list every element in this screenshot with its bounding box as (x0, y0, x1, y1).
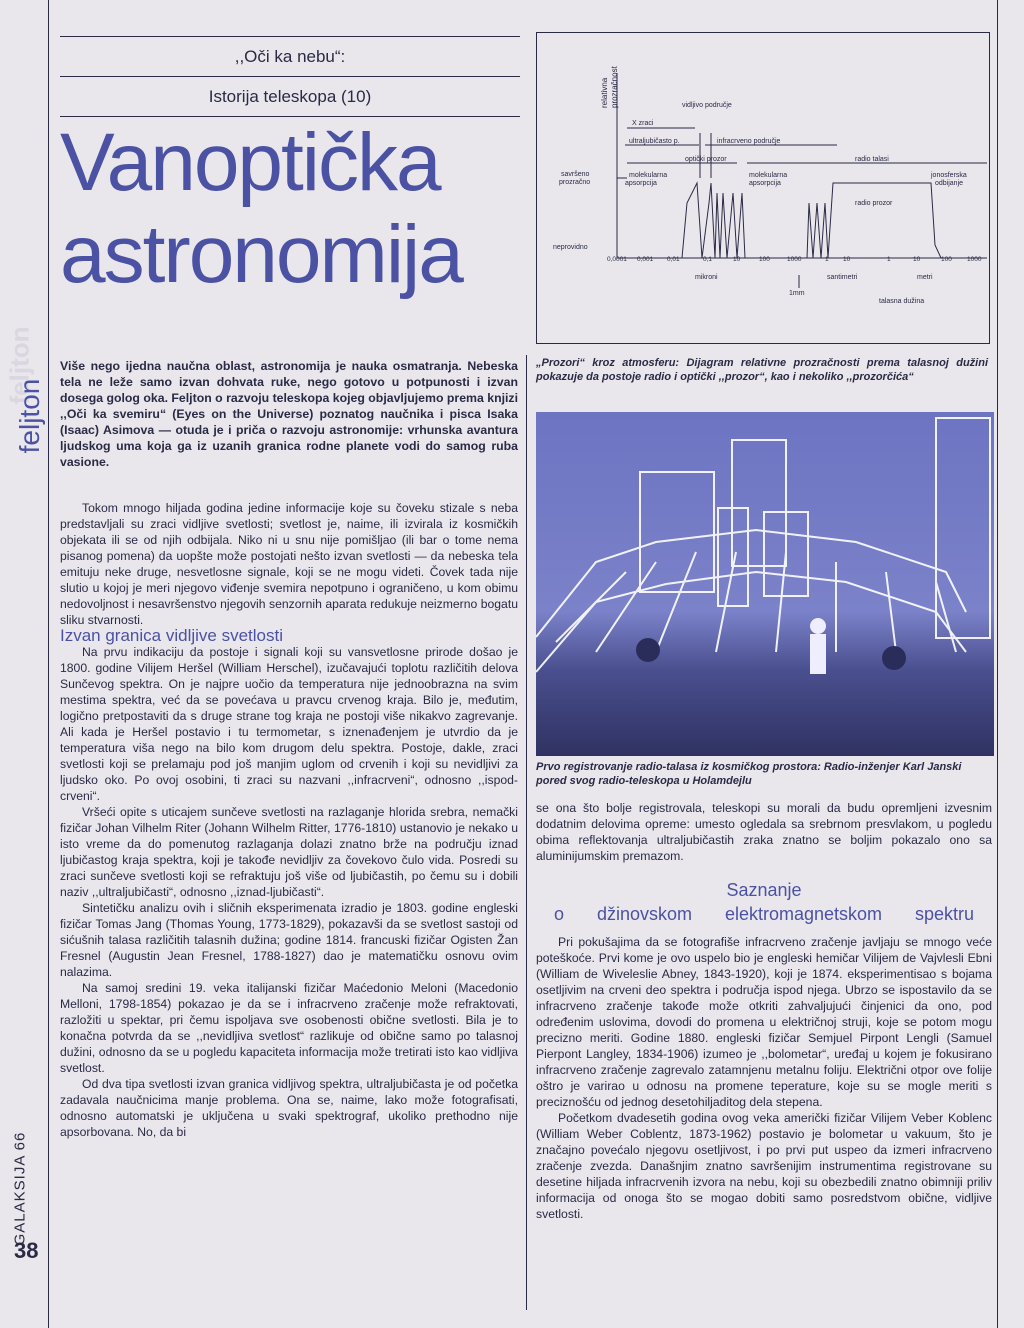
diagram-label: infracrveno područje (717, 138, 781, 145)
section-heading (536, 878, 992, 926)
heading-word: spektru (914, 904, 974, 924)
paragraph: Tokom mnogo hiljada godina jedine informacije koje su čoveku stizale s neba predstavljali su zraci vidljive svetlosti; svetlost je, naime, ili izvirala iz kosmičkih objekata ili se od njih odbijala. Niko ni u snu nije pomišljao (ili bar o tome nema pisanog pomena) da uopšte može postojati nešto izvan svetlosti — da nebeska tela emituju neke druge, nesvetlosne signale, koji se ne mogu videti. Čovek tada nije slutio u kojoj je meri njegovo viđenje svemira nepotpuno i ograničeno, u kom obimu nedovoljnost i nesavršenstvo njegovih senzornih aparata redukuje neizmerno bogatu sliku stvarnosti. (60, 501, 518, 627)
series-subtitle: Istorija teleskopa (10) (208, 87, 372, 106)
unit-label: metri (917, 274, 933, 281)
diagram-label: vidljivo područje (682, 102, 732, 109)
x-tick: 100 (941, 256, 952, 263)
sidebar (0, 0, 48, 1328)
diagram-label: X zraci (632, 120, 654, 127)
x-tick: 0,0001 (607, 256, 627, 263)
photo-caption: Prvo registrovanje radio-talasa iz kosmičkog prostora: Radio-inženjer Karl Janski pored svog radio-teleskopa u Holamdejlu (536, 761, 962, 787)
diagram-label: optički prozor (685, 156, 727, 163)
diagram-label: apsorpcija (749, 180, 781, 187)
x-tick: 0,001 (637, 256, 654, 263)
x-tick: 100 (759, 256, 770, 263)
right-column (536, 800, 992, 1222)
section-label: feljton (14, 378, 45, 454)
transparency-curve (621, 183, 985, 258)
paragraph: Vršeći opite s uticajem sunčeve svetlosti na razlaganje hlorida srebra, nemački fizičar Johan Vilhelm Riter (Johann Wilhelm Ritter, 1776-1810) ustanovio je nekako u isto vreme da do pomenutog razlaganja dolazi znatno brže na području iznad ljubičastog kraja spektra, koji je takođe nevidljiv za čovekovo čulo vida. Posredi su zraci sunčeve svetlosti koji se refraktuju još više od ljubičastih, po čemu su i dobili naziv ,,ultraljubičasti“, odnosno ,,iznad-ljubičasti“. (60, 805, 518, 899)
diagram-label: apsorpcija (625, 180, 657, 187)
article-header (60, 36, 520, 301)
diagram-svg (537, 33, 989, 343)
heading-word: o (554, 904, 565, 924)
x-tick: 1 (825, 256, 829, 263)
lead-paragraph: Više nego ijedna naučna oblast, astronomija je nauka osmatranja. Nebeska tela ne leže samo izvan dohvata ruke, nego gotovo u potpunosti i izvan dosega golog oka. Feljton o razvoju teleskopa kojeg objavljujemo prema knjizi ,,Oči ka svemiru“ (Eyes on the Universe) poznatog naučnika i pisca Isaka (Isaac) Asimova — otuda je i priča o razvoju astronomije: vrhunska avantura ljudskog uma koja ga iz uzanih granica rodne planete vodi do samog ruba vasione. (60, 359, 518, 469)
x-tick: 1000 (787, 256, 802, 263)
radio-telescope-photo (536, 412, 994, 756)
x-tick: 0,01 (667, 256, 680, 263)
paragraph: Početkom dvadesetih godina ovog veka američki fizičar Vilijem Veber Koblenc (William Weber Coblentz, 1873-1962) postavio je bolometar u vakuum, što je značajno povećalo njegovu osetljivost, i po prvi put uspeo da izmeri infracrveno zračenje zvezda. Današnjim znatno savršenijim instrumentima registrovane su desetine hiljada infracrvenih izvora na nebu, koji su obezbedili znatno obimniji priliv informacija od onoga što se mogao dobiti samo posredstvom obične, vidljive svetlosti. (536, 1111, 992, 1221)
paragraph: Na prvu indikaciju da postoje i signali koji su vansvetlosne prirode došao je 1800. godine Vilijem Heršel (William Herschel), izučavajući toplotu različitih delova Sunčevog spektra. On je najpre uočio da temperatura nije jednoobrazna na svim mestima spektra, već da se povećava u pravcu crvenog kraja. Bilo je, međutim, logično pretpostaviti da s druge strane tog kraja ne postoji više nikakvo zagrevanje. Ali kada je Heršel postavio i tu termometar, s iznenađenjem je utvrdio da je temperatura viša nego na bilo kom drugom delu spektra. Postoje, dakle, zraci svetlosti koji se prelamaju pod još manjim uglom od crvenih i koji su nevidljivi za ljudsko oko. Po ovoj osobini, ti zraci su nazvani ,,infracrveni“, odnosno ,,ispod-crveni“. (60, 645, 518, 803)
x-tick: 0,1 (703, 256, 713, 263)
heading-line: Saznanje (726, 880, 802, 900)
diagram-caption: „Prozori“ kroz atmosferu: Dijagram relativne prozračnosti prema talasnoj dužini pokazuje da postoje radio i optički ,,prozor“, kao i nekoliko ,,prozorčića“ (536, 357, 988, 383)
diagram-label: neprovidno (553, 244, 588, 251)
article-title (60, 117, 520, 301)
x-tick: 10 (913, 256, 921, 263)
atmospheric-window-diagram (536, 32, 990, 344)
right-rule (997, 0, 998, 1328)
diagram-label: molekularna (629, 172, 668, 179)
y-label: prozračnost (610, 66, 619, 108)
x-axis-title: talasna dužina (879, 298, 925, 305)
paragraph: Na samoj sredini 19. veka italijanski fizičar Maćedonio Meloni (Macedonio Melloni, 1798-1854) pokazao je da se i infracrveno zračenje može refraktovati, razložiti u spektar, pri čemu ispoljava sve osobenosti obične svetlosti. Bila je to konačna potvrda da se ,,nevidljiva svetlost“ razlikuje od obične samo po talasnoj dužini, odnosno da se u pogledu kapaciteta informacija može tretirati isto kao vidljiva svetlost. (60, 981, 518, 1075)
diagram-label: odbijanje (935, 180, 964, 187)
x-tick: 1 (887, 256, 891, 263)
section-label-ghost: feljton (4, 326, 35, 405)
x-ticks (607, 256, 982, 263)
diagram-label: prozračno (559, 179, 591, 186)
left-column (60, 500, 518, 1140)
title-line: astronomija (60, 209, 462, 300)
heading-word: elektromagnetskom (724, 904, 883, 924)
unit-label: 1mm (789, 290, 805, 297)
paragraph: Od dva tipa svetlosti izvan granica vidljivog spektra, ultraljubičasta je od početka zadavala naučnicima manje problema. Ona se, naime, lako može fotografisati, odnosno automatski je uključena u svaki spektrograf, ukoliko prethodno nije apsorbovana. No, da bi (60, 1077, 518, 1139)
diagram-label: jonosferska (931, 172, 967, 179)
title-line: Vanoptička (60, 117, 440, 208)
paragraph: Sintetičku analizu ovih i sličnih eksperimenata izradio je 1803. godine engleski fizičar Tomas Jang (Thomas Young, 1773-1829), pokazavši da se svetlost sastoji od sićušnih talasa različitih talasnih dužina; godine 1814. francuski fizičar Ogisten Žan Fresnel (Augustin Jean Fresnel, 1788-1827) dao je matematičku osnovu ovim nalazima. (60, 901, 518, 979)
unit-label: mikroni (695, 274, 718, 281)
page-number: 38 (14, 1238, 39, 1263)
y-label: relativna (600, 77, 609, 108)
diagram-label: savršeno (561, 171, 590, 178)
paragraph: Pri pokušajima da se fotografiše infracrveno zračenje javljaju se mnogo veće poteškoće. Prvi kome je ovo uspelo bio je engleski hemičar Vilijem de Vajvlesli Ebni (William de Wiveleslie Abney, 1843-1920), koji je 1874. eksperimentisao s bojama osetljivim na crveni deo spektra i područja ispod njega. Ubrzo se ispostavilo da se infracrveno zračenje takođe može otkriti zahvaljujući činjenici da ono, pod određenim uslovima, dovodi do promena u električnoj struji, koje se potom mogu precizno meriti. Godine 1880. engleski fizičar Semjuel Pirpont Lengli (Samuel Pierpont Langley, 1834-1906) izumeo je ,,bolometar“, uređaj u kojem je fokusirano infracrveno zračenje zagrevalo zatamnjenu metalnu foliju. Električni otpor ove folije oštro je varirao u odnosu na promene teperature, koje su se mogle meriti s preciznošću od jednog desetohiljaditog dela stepena. (536, 935, 992, 1109)
x-tick: 1000 (967, 256, 982, 263)
paragraph: se ona što bolje registrovala, teleskopi su morali da budu opremljeni izvesnim dodatnim delovima opreme: umesto ogledala sa srebrnom presvlakom, u pogledu obima reflektovanja ultraljubičastih zraka znatno se boljim pokazalo ono sa aluminijumskim premazom. (536, 801, 992, 863)
x-tick: 10 (733, 256, 741, 263)
photo-illustration (536, 412, 994, 756)
diagram-label: molekularna (749, 172, 788, 179)
x-tick: 10 (843, 256, 851, 263)
diagram-label: ultraljubičasto p. (629, 138, 680, 145)
unit-label: santimetri (827, 274, 858, 281)
heading-line (536, 902, 992, 926)
series-title: ,,Oči ka nebu“: (234, 47, 346, 66)
section-heading: Izvan granica vidljive svetlosti (60, 626, 283, 645)
heading-word: džinovskom (596, 904, 692, 924)
column-rule (526, 355, 527, 1310)
diagram-label: radio talasi (855, 156, 889, 163)
magazine-name: GALAKSIJA 66 (11, 1131, 29, 1246)
sidebar-rule (48, 0, 49, 1328)
diagram-label: radio prozor (855, 200, 893, 207)
